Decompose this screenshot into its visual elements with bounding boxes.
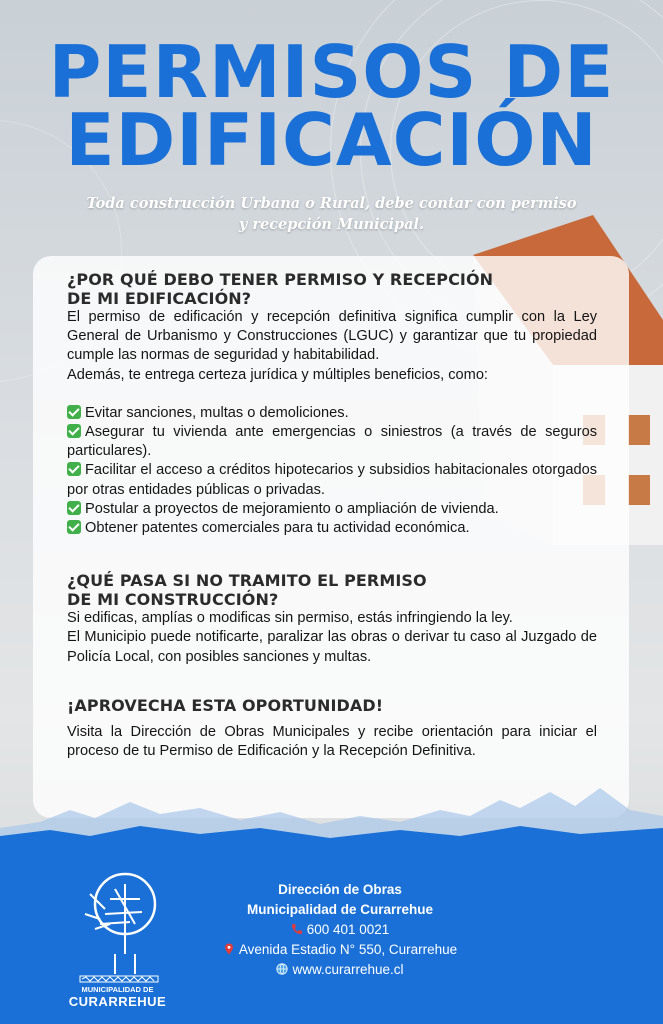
heading-line-2: DE MI CONSTRUCCIÓN? (67, 590, 279, 610)
title-line-2: EDIFICACIÓN (65, 98, 598, 182)
website-link[interactable]: www.curarrehue.cl (292, 962, 404, 977)
benefit-item (67, 461, 597, 499)
contact-block (200, 880, 480, 980)
benefit-text: Evitar sanciones, multas o demoliciones. (85, 404, 349, 421)
benefit-text: Obtener patentes comerciales para tu actividad económica. (85, 520, 470, 537)
benefit-text: Asegurar tu vivienda ante emergencias o siniestros (a través de seguros particulares). (67, 424, 597, 460)
paragraph: El permiso de edificación y recepción definitiva significa cumplir con la Ley General de Urbanismo y Construcciones (LGUC) y garantizar que tu propiedad cumple las normas de seguridad y habitabilidad. (67, 309, 597, 364)
logo-label-bottom: CURARREHUE (68, 994, 167, 1009)
check-icon (67, 405, 81, 419)
info-card (33, 256, 629, 818)
globe-icon (276, 963, 288, 975)
section-opportunity (67, 696, 597, 761)
heading-line-1: ¿POR QUÉ DEBO TENER PERMISO Y RECEPCIÓN (67, 270, 494, 289)
title-line-1: PERMISOS DE (48, 30, 615, 114)
paragraph: Además, te entrega certeza jurídica y múltiples beneficios, como: (67, 366, 488, 383)
check-icon (67, 462, 81, 476)
benefit-item (67, 404, 597, 423)
municipality-logo (70, 864, 165, 994)
paragraph: El Municipio puede notificarte, paralizar las obras o derivar tu caso al Juzgado de Policía Local, con posibles sanciones y multas. (67, 629, 597, 665)
department-name: Dirección de Obras (278, 882, 402, 897)
page-title (0, 30, 663, 182)
section-heading: ¡APROVECHA ESTA OPORTUNIDAD! (67, 695, 384, 715)
paragraph: Visita la Dirección de Obras Municipales y recibe orientación para iniciar el proceso de tu Permiso de Edificación y la Recepción Definitiva. (67, 723, 597, 760)
phone-row (200, 920, 480, 940)
website-row (200, 960, 480, 980)
subtitle (40, 193, 623, 235)
phone-icon (291, 923, 303, 935)
mountains-silhouette (0, 780, 663, 850)
check-icon (67, 501, 81, 515)
section-heading (67, 270, 597, 308)
phone-number[interactable]: 600 401 0021 (306, 922, 390, 937)
section-no-permit (67, 571, 597, 667)
paragraph: Si edificas, amplías o modificas sin permiso, estás infringiendo la ley. (67, 610, 513, 627)
location-pin-icon (223, 943, 235, 955)
logo-label-top: MUNICIPALIDAD DE (81, 985, 154, 994)
subtitle-line-2: y recepción Municipal. (238, 216, 425, 233)
heading-line-1: ¿QUÉ PASA SI NO TRAMITO EL PERMISO (67, 571, 427, 591)
benefit-item (67, 519, 597, 538)
heading-line-2: DE MI EDIFICACIÓN? (67, 289, 252, 308)
section-heading (67, 571, 597, 609)
benefit-item (67, 500, 597, 519)
benefit-text: Facilitar el acceso a créditos hipotecarios y subsidios habitacionales otorgados por otras entidades públicas o privadas. (67, 462, 597, 498)
benefit-item (67, 423, 597, 461)
subtitle-line-1: Toda construcción Urbana o Rural, debe contar con permiso (86, 195, 577, 212)
section-why-permit (67, 270, 597, 538)
check-icon (67, 424, 81, 438)
address-text: Avenida Estadio N° 550, Curarrehue (238, 942, 458, 957)
municipality-name: Municipalidad de Curarrehue (246, 902, 434, 917)
check-icon (67, 520, 81, 534)
benefit-text: Postular a proyectos de mejoramiento o ampliación de vivienda. (85, 500, 499, 517)
address-row (200, 940, 480, 960)
